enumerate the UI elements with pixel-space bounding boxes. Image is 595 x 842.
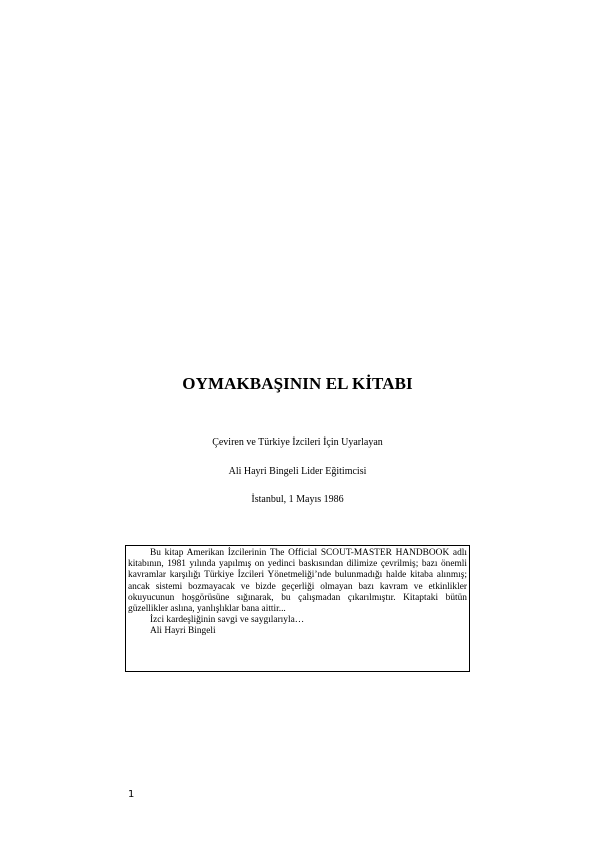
page-number: 1 [128, 789, 135, 800]
preface-signature: Ali Hayri Bingeli [150, 626, 216, 637]
translator-name: Ali Hayri Bingeli Lider Eğitimcisi [228, 466, 367, 477]
translator-credit: Çeviren ve Türkiye İzcileri İçin Uyarlayan [212, 437, 383, 448]
preface-body-text: Bu kitap Amerikan İzcilerinin The Official SCOUT-MASTER HANDBOOK adlı kitabının, 1981 yılında yapılmış on yedinci baskısından dilimize çevrilmiş; bazı önemli kavramlar karşılığı Türkiye İzcileri Yönetmeliği’nde bulunmadığı halde kitaba alınmış; ancak sistemi bozmayacak ve bizde geçerliği olmayan bazı kavram ve etkinlikler okuyucunun hoşgörüsüne sığınarak, bu çalışmadan çıkarılmıştır. Kitaptaki bütün güzellikler aslına, yanlışlıklar bana aittir... [128, 548, 467, 615]
preface-box [125, 545, 470, 672]
place-and-date: İstanbul, 1 Mayıs 1986 [251, 494, 344, 505]
preface-closing: İzci kardeşliğinin savgi ve saygılarıyla… [150, 615, 305, 626]
document-title: OYMAKBAŞININ EL KİTABI [182, 374, 413, 393]
